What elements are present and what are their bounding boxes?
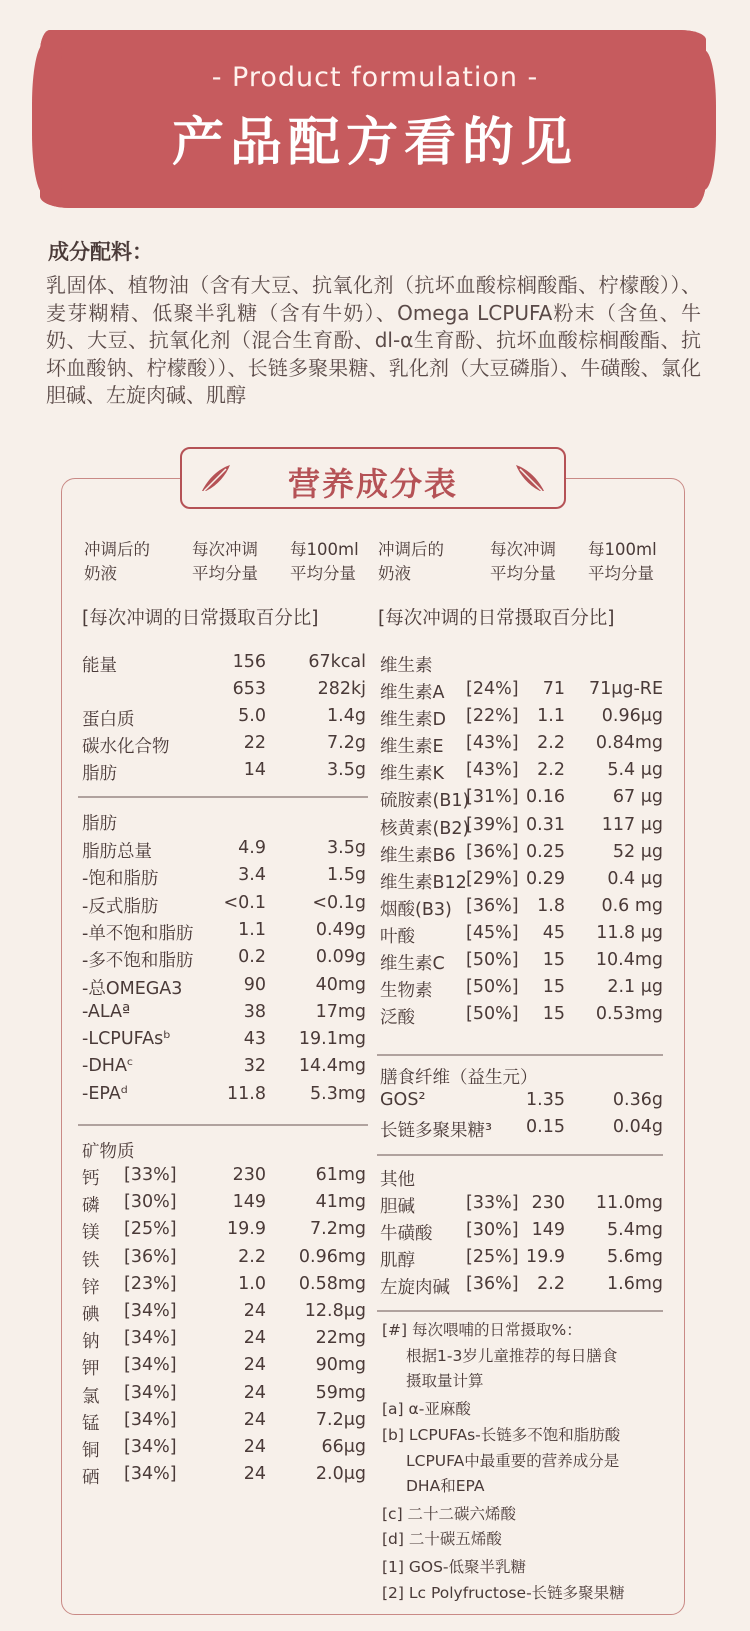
- nutrient-pct: [34%]: [124, 1437, 177, 1457]
- nutrient-v2: 0.58mg: [298, 1273, 366, 1294]
- nutrient-name: 锰: [82, 1413, 100, 1434]
- nutrient-pct: [25%]: [124, 1219, 177, 1240]
- nutrient-name: GOS²: [380, 1090, 426, 1110]
- nutrient-pct: [43%]: [466, 760, 519, 781]
- nutrient-v1: <0.1: [223, 892, 266, 913]
- nutrient-name: 铜: [82, 1441, 100, 1461]
- left-pct-note: [每次冲调的日常摄取百分比]: [82, 608, 319, 629]
- nutrient-v2: 66μg: [321, 1437, 366, 1457]
- nutrient-v2: 0.96mg: [298, 1246, 366, 1267]
- nutrient-name: -单不饱和脂肪: [82, 923, 194, 944]
- nutrient-name: 锌: [82, 1277, 100, 1298]
- nutrient-name: 核黄素(B2): [380, 818, 470, 839]
- nutrient-v2: 0.4 μg: [607, 868, 663, 889]
- footnote-line: [1] GOS-低聚半乳糖: [382, 1558, 527, 1576]
- nutrient-v1: 5.0: [238, 706, 266, 726]
- footnote-line: [c] 二十二碳六烯酸: [382, 1505, 517, 1523]
- nutrient-name: 氯: [82, 1386, 100, 1407]
- nutrient-v2: 67kcal: [308, 652, 366, 672]
- left-header-col3: 每100ml平均分量: [290, 540, 359, 583]
- nutrient-name: 肌醇: [380, 1251, 415, 1271]
- nutrient-v1: 156: [232, 652, 266, 672]
- footnote-line: 摄取量计算: [406, 1372, 484, 1390]
- nutrient-v2: 52 μg: [612, 841, 663, 862]
- nutrient-pct: [25%]: [466, 1247, 519, 1267]
- nutrient-pct: [30%]: [124, 1192, 177, 1213]
- nutrient-name: -LCPUFAsᵇ: [82, 1029, 171, 1050]
- right-pct-note: [每次冲调的日常摄取百分比]: [378, 608, 615, 629]
- nutrient-name: 烟酸(B3): [380, 899, 452, 920]
- nutrient-name: 牛磺酸: [380, 1224, 433, 1244]
- nutrient-name: -饱和脂肪: [82, 869, 159, 890]
- nutrient-v2: 0.84mg: [595, 733, 663, 754]
- nutrient-v1: 19.9: [526, 1247, 565, 1267]
- nutrient-pct: [29%]: [466, 868, 519, 889]
- fat-section-heading: 脂肪: [82, 814, 117, 834]
- nutrient-pct: [30%]: [466, 1220, 519, 1240]
- nutrient-v2: 0.36g: [612, 1090, 663, 1110]
- footnote-line: [a] α-亚麻酸: [382, 1400, 471, 1418]
- nutrient-pct: [45%]: [466, 922, 519, 943]
- divider: [78, 796, 368, 798]
- nutrient-v2: 41mg: [315, 1192, 366, 1213]
- leaf-icon-right: [512, 461, 548, 495]
- nutrient-pct: [33%]: [466, 1193, 519, 1213]
- nutrient-name: -DHAᶜ: [82, 1056, 134, 1077]
- nutrient-v1: 4.9: [238, 838, 266, 858]
- nutrient-name: 维生素B12: [380, 872, 467, 893]
- nutrient-v1: 230: [531, 1193, 565, 1213]
- nutrient-v1: 71: [542, 679, 565, 699]
- nutrient-name: 叶酸: [380, 926, 415, 947]
- nutrient-v2: 10.4mg: [595, 950, 663, 970]
- nutrient-name: 长链多聚果糖³: [380, 1121, 493, 1141]
- nutrient-name: -ALAª: [82, 1001, 131, 1022]
- right-header-col1: 冲调后的奶液: [378, 540, 444, 583]
- nutrient-name: 维生素D: [380, 710, 446, 731]
- nutrient-v1: 24: [243, 1355, 266, 1376]
- nutrient-v1: 15: [542, 950, 565, 970]
- nutrient-v2: 0.09g: [315, 947, 366, 968]
- nutrient-v1: 2.2: [537, 1274, 565, 1294]
- nutrient-v2: 14.4mg: [298, 1056, 366, 1077]
- nutrient-v2: 61mg: [315, 1165, 366, 1185]
- nutrient-v2: 11.8 μg: [596, 922, 663, 943]
- nutrient-pct: [36%]: [466, 841, 519, 862]
- divider: [377, 1154, 663, 1156]
- nutrient-pct: [22%]: [466, 706, 519, 727]
- nutrient-v2: 2.1 μg: [607, 977, 663, 998]
- nutrient-name: -EPAᵈ: [82, 1083, 128, 1104]
- nutrient-v2: 3.5g: [327, 760, 366, 780]
- nutrient-v2: 59mg: [315, 1382, 366, 1403]
- nutrient-pct: [36%]: [124, 1246, 177, 1267]
- nutrient-v1: 0.29: [526, 868, 565, 889]
- divider: [377, 1310, 663, 1312]
- nutrient-name: 维生素B6: [380, 845, 456, 866]
- nutrient-v2: 5.6mg: [607, 1247, 663, 1267]
- nutrient-v2: 67 μg: [612, 787, 663, 808]
- nutrient-v2: 7.2mg: [310, 1219, 366, 1240]
- nutrient-v1: 0.2: [238, 947, 266, 968]
- nutrient-pct: [33%]: [124, 1165, 177, 1185]
- mineral-section-heading: 矿物质: [82, 1142, 135, 1162]
- vitamin-section-heading: 维生素: [380, 656, 433, 676]
- nutrient-v1: 32: [243, 1056, 266, 1077]
- nutrient-name: 磷: [82, 1196, 100, 1217]
- nutrient-v2: 1.5g: [327, 865, 366, 886]
- nutrient-v1: 45: [542, 922, 565, 943]
- nutrition-title-box: [180, 447, 566, 509]
- nutrient-v1: 2.2: [537, 760, 565, 781]
- nutrient-pct: [39%]: [466, 814, 519, 835]
- footnote-line: [d] 二十碳五烯酸: [382, 1530, 502, 1548]
- nutrient-v1: 38: [243, 1001, 266, 1022]
- divider: [377, 1054, 663, 1056]
- nutrient-v1: 24: [243, 1301, 266, 1321]
- nutrient-name: 碘: [82, 1305, 100, 1325]
- nutrient-pct: [36%]: [466, 895, 519, 916]
- nutrient-name: 生物素: [380, 981, 433, 1002]
- nutrient-v1: 11.8: [227, 1083, 266, 1104]
- other-section-heading: 其他: [380, 1170, 415, 1190]
- footnote-line: [2] Lc Polyfructose-长链多聚果糖: [382, 1584, 625, 1602]
- nutrient-name: 钙: [82, 1169, 100, 1189]
- left-header-col1: 冲调后的奶液: [84, 540, 150, 583]
- nutrient-v1: 2.2: [238, 1246, 266, 1267]
- nutrient-v2: 117 μg: [601, 814, 663, 835]
- nutrient-v1: 1.1: [238, 919, 266, 940]
- nutrient-v2: 17mg: [315, 1001, 366, 1022]
- nutrient-v2: 282kj: [317, 679, 366, 699]
- nutrient-name: -多不饱和脂肪: [82, 951, 194, 972]
- nutrient-v2: 5.4 μg: [607, 760, 663, 781]
- nutrient-v1: 15: [542, 1004, 565, 1025]
- nutrient-name: 维生素K: [380, 764, 444, 785]
- nutrient-v2: 22mg: [315, 1328, 366, 1349]
- nutrient-v2: 2.0μg: [315, 1464, 366, 1485]
- nutrient-name: 维生素C: [380, 954, 445, 974]
- nutrient-v1: 22: [243, 733, 266, 753]
- nutrient-name: -总OMEGA3: [82, 978, 183, 999]
- nutrient-name: 能量: [82, 656, 117, 676]
- nutrient-v1: 19.9: [227, 1219, 266, 1240]
- nutrient-v1: 3.4: [238, 865, 266, 886]
- nutrient-v2: 3.5g: [327, 838, 366, 858]
- banner-subtitle: - Product formulation -: [211, 62, 539, 93]
- nutrient-v2: 7.2μg: [315, 1409, 366, 1430]
- ingredients-heading: 成分配料：: [48, 240, 153, 264]
- nutrient-v1: 1.8: [537, 895, 565, 916]
- nutrient-v1: 90: [243, 974, 266, 995]
- right-header-col2: 每次冲调平均分量: [490, 540, 556, 583]
- nutrient-v2: 1.6mg: [607, 1274, 663, 1294]
- nutrient-name: -反式脂肪: [82, 896, 159, 917]
- nutrient-name: 维生素E: [380, 737, 444, 758]
- ingredients-text: 乳固体、植物油（含有大豆、抗氧化剂（抗坏血酸棕榈酸酯、柠檬酸））、麦芽糊精、低聚半乳糖（含有牛奶）、Omega LCPUFA粉末（含鱼、牛奶、大豆、抗氧化剂（混合生育酚、dl-α生育酚、抗坏血酸棕榈酸酯、抗坏血酸钠、柠檬酸））、长链多聚果糖、乳化剂（大豆磷脂）、牛磺酸、氯化胆碱、左旋肉碱、肌醇: [46, 273, 701, 407]
- nutrient-v1: 230: [232, 1165, 266, 1185]
- footnote-line: DHA和EPA: [406, 1477, 485, 1495]
- footnote-line: LCPUFA中最重要的营养成分是: [406, 1452, 620, 1470]
- nutrient-v1: 0.31: [526, 814, 565, 835]
- nutrient-v2: <0.1g: [312, 892, 366, 913]
- nutrient-name: 蛋白质: [82, 710, 135, 730]
- nutrient-name: 硒: [82, 1468, 100, 1489]
- nutrient-v2: 90mg: [315, 1355, 366, 1376]
- nutrient-pct: [36%]: [466, 1274, 519, 1294]
- nutrient-v1: 24: [243, 1464, 266, 1485]
- nutrient-v2: 40mg: [315, 974, 366, 995]
- nutrient-v2: 0.53mg: [595, 1004, 663, 1025]
- nutrient-v1: 1.35: [526, 1090, 565, 1110]
- banner-title: 产品配方看的见: [171, 113, 578, 173]
- nutrient-name: 维生素A: [380, 683, 445, 703]
- nutrient-v1: 24: [243, 1382, 266, 1403]
- nutrient-pct: [31%]: [466, 787, 519, 808]
- nutrient-v2: 0.6 mg: [601, 895, 663, 916]
- nutrient-v2: 0.96μg: [601, 706, 663, 727]
- nutrient-v2: 0.04g: [612, 1117, 663, 1137]
- nutrient-pct: [34%]: [124, 1409, 177, 1430]
- nutrient-name: 碳水化合物: [82, 737, 170, 757]
- nutrient-v1: 1.0: [238, 1273, 266, 1294]
- nutrient-name: 铁: [82, 1250, 100, 1271]
- nutrient-name: 钾: [82, 1359, 100, 1380]
- nutrient-name: 硫胺素(B1): [380, 791, 470, 812]
- nutrient-v2: 12.8μg: [304, 1301, 366, 1321]
- nutrient-v2: 7.2g: [327, 733, 366, 753]
- nutrient-v1: 0.16: [526, 787, 565, 808]
- nutrient-name: 镁: [82, 1223, 100, 1244]
- nutrient-v1: 24: [243, 1328, 266, 1349]
- nutrient-v2: 71μg-RE: [588, 679, 663, 699]
- nutrient-pct: [34%]: [124, 1355, 177, 1376]
- nutrient-v1: 149: [531, 1220, 565, 1240]
- left-header-col2: 每次冲调平均分量: [192, 540, 258, 583]
- footnote-line: 根据1-3岁儿童推荐的每日膳食: [406, 1347, 618, 1365]
- nutrient-pct: [50%]: [466, 977, 519, 998]
- nutrient-v1: 24: [243, 1437, 266, 1457]
- nutrient-v1: 15: [542, 977, 565, 998]
- fiber-section-heading: 膳食纤维（益生元）: [380, 1068, 538, 1088]
- nutrient-v2: 1.4g: [327, 706, 366, 726]
- nutrient-pct: [34%]: [124, 1301, 177, 1321]
- nutrient-v1: 0.25: [526, 841, 565, 862]
- nutrient-pct: [50%]: [466, 1004, 519, 1025]
- nutrient-v2: 5.3mg: [310, 1083, 366, 1104]
- nutrient-pct: [34%]: [124, 1464, 177, 1485]
- nutrient-v1: 43: [243, 1029, 266, 1050]
- nutrient-v1: 1.1: [537, 706, 565, 727]
- nutrient-pct: [23%]: [124, 1273, 177, 1294]
- nutrient-v2: 11.0mg: [595, 1193, 663, 1213]
- nutrient-pct: [34%]: [124, 1382, 177, 1403]
- nutrient-name: 左旋肉碱: [380, 1278, 450, 1298]
- nutrient-v2: 19.1mg: [298, 1029, 366, 1050]
- nutrient-name: 泛酸: [380, 1008, 415, 1029]
- nutrient-name: 钠: [82, 1332, 100, 1353]
- nutrition-table-title: 营养成分表: [287, 465, 458, 503]
- nutrient-v1: 0.15: [526, 1117, 565, 1137]
- nutrient-pct: [34%]: [124, 1328, 177, 1349]
- right-header-col3: 每100ml平均分量: [588, 540, 657, 583]
- divider: [78, 1124, 368, 1126]
- nutrient-pct: [24%]: [466, 679, 519, 699]
- nutrient-v1: 2.2: [537, 733, 565, 754]
- nutrient-v2: 5.4mg: [607, 1220, 663, 1240]
- nutrient-pct: [43%]: [466, 733, 519, 754]
- footnote-line: [b] LCPUFAs-长链多不饱和脂肪酸: [382, 1426, 621, 1444]
- nutrient-v1: 14: [243, 760, 266, 780]
- nutrient-name: 胆碱: [380, 1197, 415, 1217]
- footnote-line: [#] 每次喂哺的日常摄取%：: [382, 1321, 582, 1339]
- nutrient-v1: 24: [243, 1409, 266, 1430]
- nutrient-v1: 149: [232, 1192, 266, 1213]
- nutrient-v1: 653: [232, 679, 266, 699]
- nutrient-name: 脂肪总量: [82, 842, 152, 862]
- nutrient-pct: [50%]: [466, 950, 519, 970]
- nutrient-v2: 0.49g: [315, 919, 366, 940]
- nutrient-name: 脂肪: [82, 764, 117, 784]
